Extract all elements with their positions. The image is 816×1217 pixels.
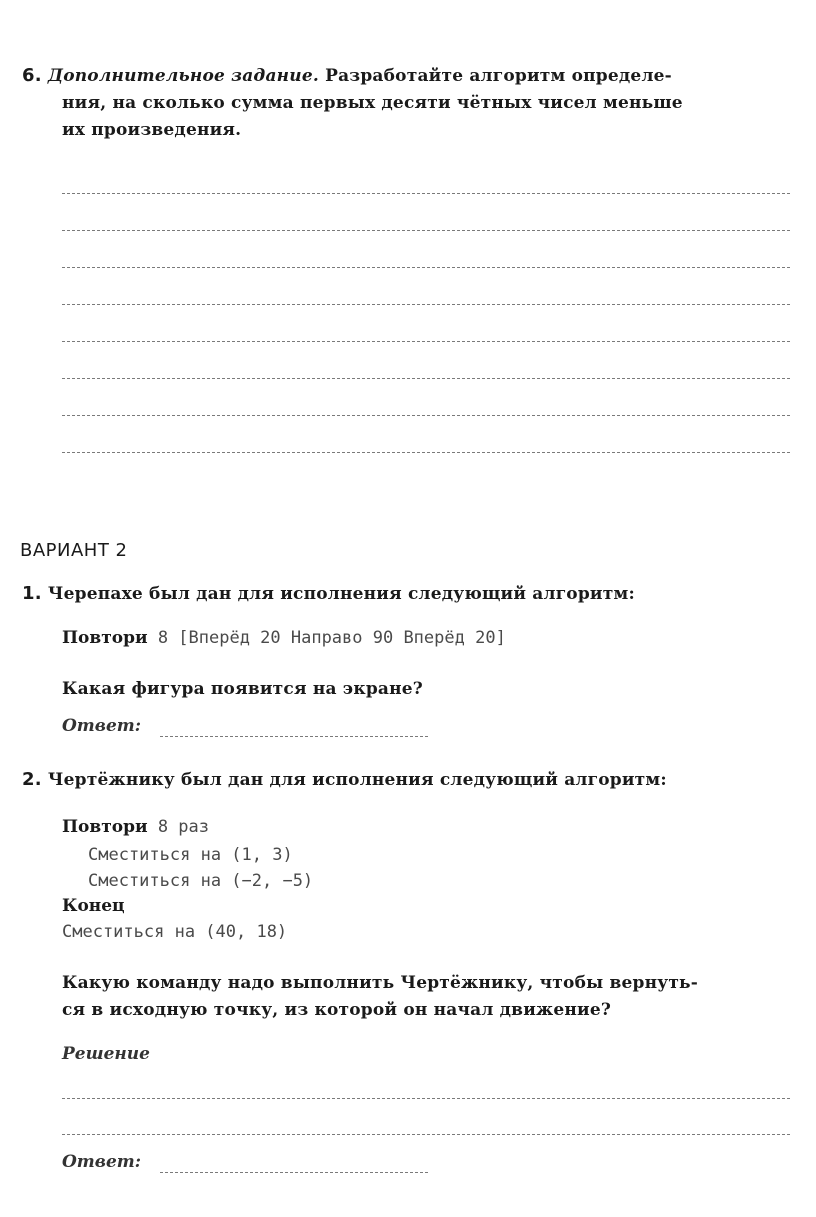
answer-line[interactable] — [62, 267, 790, 268]
variant-title: ВАРИАНТ 2 — [20, 540, 128, 561]
task1-code-text: 8 [Вперёд 20 Направо 90 Вперёд 20] — [147, 628, 506, 648]
answer-line[interactable] — [62, 193, 790, 194]
code-keyword-repeat: Повтори — [62, 628, 148, 648]
task2-question-line1: Какую команду надо выполнить Чертёжнику, чтобы вернуть- — [62, 973, 699, 993]
task2-number: 2. — [22, 769, 42, 790]
code-keyword-end: Конец — [62, 896, 125, 916]
task2-code-line3: Сместиться на (−2, −5) — [88, 871, 314, 891]
task1-line — [22, 580, 635, 608]
task2-code-repeat-count: 8 раз — [147, 817, 209, 837]
task6-line3: их произведения. — [62, 120, 242, 140]
task1-question: Какая фигура появится на экране? — [62, 679, 423, 699]
task2-question-line2: ся в исходную точку, из которой он начал движение? — [62, 1000, 612, 1020]
answer-line[interactable] — [62, 304, 790, 305]
task2-text: Чертёжнику был дан для исполнения следующий алгоритм: — [47, 770, 667, 790]
solution-line[interactable] — [62, 1134, 790, 1135]
task1-text: Черепахе был дан для исполнения следующий алгоритм: — [47, 584, 635, 604]
answer-line[interactable] — [62, 230, 790, 231]
answer-line[interactable] — [62, 452, 790, 453]
solution-line[interactable] — [62, 1098, 790, 1099]
task2-answer-label: Ответ: — [62, 1152, 142, 1172]
task1-answer-line[interactable] — [160, 736, 428, 737]
task6-line2: ния, на сколько сумма первых десяти чётных чисел меньше — [62, 93, 683, 113]
task6-emphasis: Дополнительное задание. — [47, 66, 319, 86]
task1-answer-label: Ответ: — [62, 716, 142, 736]
task2-code-line2: Сместиться на (1, 3) — [88, 845, 293, 865]
task2-solution-label: Решение — [62, 1044, 150, 1064]
task1-code — [62, 628, 506, 648]
answer-line[interactable] — [62, 341, 790, 342]
task6-line1-text: Разработайте алгоритм определе- — [318, 66, 672, 86]
task2-code-line5: Сместиться на (40, 18) — [62, 922, 288, 942]
answer-line[interactable] — [62, 415, 790, 416]
code-keyword-repeat: Повтори — [62, 817, 148, 837]
task2-line — [22, 766, 667, 794]
task2-answer-line[interactable] — [160, 1172, 428, 1173]
answer-line[interactable] — [62, 378, 790, 379]
task6-line1 — [22, 62, 672, 90]
task2-code-line1 — [62, 817, 209, 837]
task1-number: 1. — [22, 583, 42, 604]
task6-number: 6. — [22, 65, 42, 86]
